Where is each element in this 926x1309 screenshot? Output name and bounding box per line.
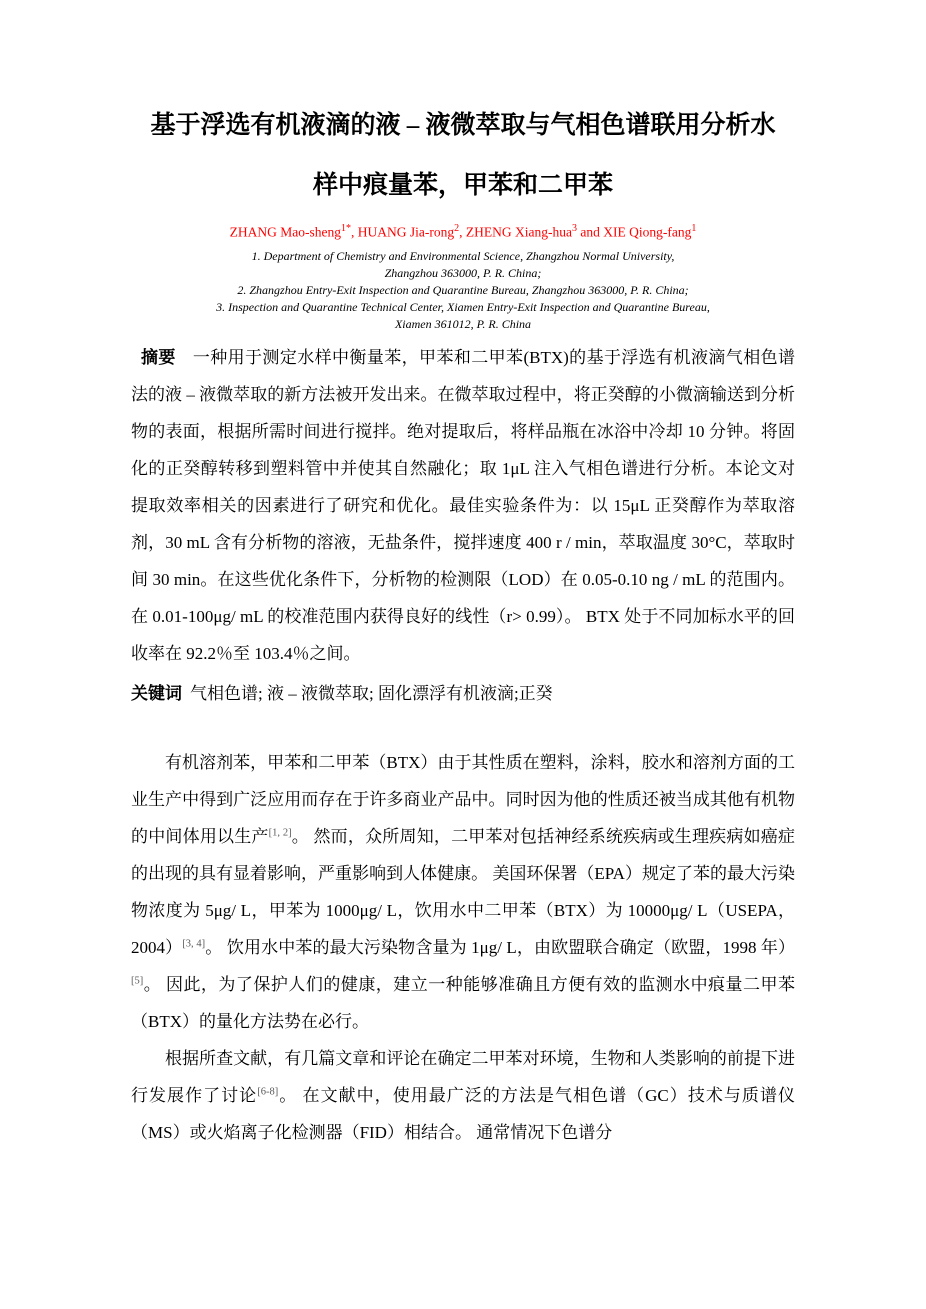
affiliation-line-3: 2. Zhangzhou Entry-Exit Inspection and Quarantine Bureau, Zhangzhou 363000, P. R. China; (237, 282, 689, 297)
author-affiliation-marker-2: 2 (454, 223, 460, 234)
author-affiliation-marker-4: 1 (691, 223, 697, 234)
abstract-text: 一种用于测定水样中衡量苯，甲苯和二甲苯(BTX)的基于浮选有机液滴气相色谱法的液 – 液微萃取的新方法被开发出来。在微萃取过程中，将正癸醇的小微滴输送到分析物的表面，根据所需时间进行搅拌。绝对提取后，将样品瓶在冰浴中冷却 10 分钟。将固化的正癸醇转移到塑料管中并使其自然融化；取 1μL 注入气相色谱进行分析。本论文对提取效率相关的因素进行了研究和优化。最佳实验条件为：以 15μL 正癸醇作为萃取溶剂，30 mL 含有分析物的溶液，无盐条件，搅拌速度 400 r / min，萃取温度 30°C，萃取时间 30 min。在这些优化条件下，分析物的检测限（LOD）在 0.05-0.10 ng / mL 的范围内。在 0.01-100μg/ mL 的校准范围内获得良好的线性（r> 0.99）。 BTX 处于不同加标水平的回收率在 92.2％至 103.4％之间。 (131, 347, 796, 663)
reference-superscript: [3, 4] (182, 937, 206, 949)
affiliation-line-4: 3. Inspection and Quarantine Technical Center, Xiamen Entry-Exit Inspection and Quarantine Bureau, (216, 299, 710, 314)
affiliation-line-1: 1. Department of Chemistry and Environmental Science, Zhangzhou Normal University, (251, 248, 675, 263)
keywords-text: 气相色谱; 液 – 液微萃取; 固化漂浮有机液滴;正癸 (190, 683, 553, 703)
author-affiliation-marker-3: 3 (571, 223, 577, 234)
body-paragraph-2 (131, 1040, 795, 1151)
para2-text-1: 根据所查文献，有几篇文章和评论在确定二甲苯对环境，生物和人类影响的前提下进行发展作了讨论 (131, 1048, 795, 1105)
body-paragraph-1 (131, 744, 795, 1040)
para1-text-4: 。 因此，为了保护人们的健康，建立一种能够准确且方便有效的监测水中痕量二甲苯（BTX）的量化方法势在必行。 (131, 974, 795, 1031)
author-name-3: ZHENG Xiang-hua (465, 224, 572, 240)
abstract-label: 摘要 (141, 347, 176, 367)
affiliation-line-2: Zhangzhou 363000, P. R. China; (384, 265, 542, 280)
abstract-paragraph (131, 339, 795, 672)
reference-superscript: [5] (131, 974, 144, 986)
para1-text-3: 。 饮用水中苯的最大污染物含量为 1μg/ L，由欧盟联合确定（欧盟，1998 年） (205, 937, 796, 957)
author-name-2: HUANG Jia-rong (357, 224, 455, 240)
body-text (131, 744, 795, 1151)
para1-text-1: 有机溶剂苯，甲苯和二甲苯（BTX）由于其性质在塑料，涂料，胶水和溶剂方面的工业生产中得到广泛应用而存在于许多商业产品中。同时因为他的性质还被当成其他有机物的中间体用以生产 (131, 752, 795, 846)
paper-title-line-1: 基于浮选有机液滴的液 – 液微萃取与气相色谱联用分析水 (150, 112, 776, 139)
author-name-1: ZHANG Mao-sheng (229, 224, 342, 240)
paper-title (131, 96, 795, 216)
author-name-4: XIE Qiong-fang (603, 224, 692, 240)
author-separator-2: , (459, 224, 466, 240)
reference-superscript: [1, 2] (268, 826, 292, 838)
author-separator-1: , (351, 224, 358, 240)
reference-superscript: [6-8] (257, 1085, 279, 1097)
affiliations-block (131, 248, 795, 333)
authors-line (131, 219, 795, 243)
paper-title-line-2: 样中痕量苯，甲苯和二甲苯 (312, 172, 613, 199)
keywords-label: 关键词 (131, 683, 182, 703)
author-affiliation-marker-1: 1* (341, 223, 352, 234)
keywords-line (131, 675, 795, 712)
affiliation-line-5: Xiamen 361012, P. R. China (394, 316, 532, 331)
author-separator-3: and (576, 224, 604, 240)
para2-text-2: 。 在文献中，使用最广泛的方法是气相色谱（GC）技术与质谱仪（MS）或火焰离子化检测器（FID）相结合。 通常情况下色谱分 (131, 1085, 795, 1142)
para1-text-2: 。 然而，众所周知，二甲苯对包括神经系统疾病或生理疾病如癌症的出现的具有显着影响，严重影响到人体健康。 美国环保署（EPA）规定了苯的最大污染物浓度为 5μg/ L，甲苯为 1000μg/ L，饮用水中二甲苯（BTX）为 10000μg/ L（USEPA，2004） (131, 826, 795, 957)
